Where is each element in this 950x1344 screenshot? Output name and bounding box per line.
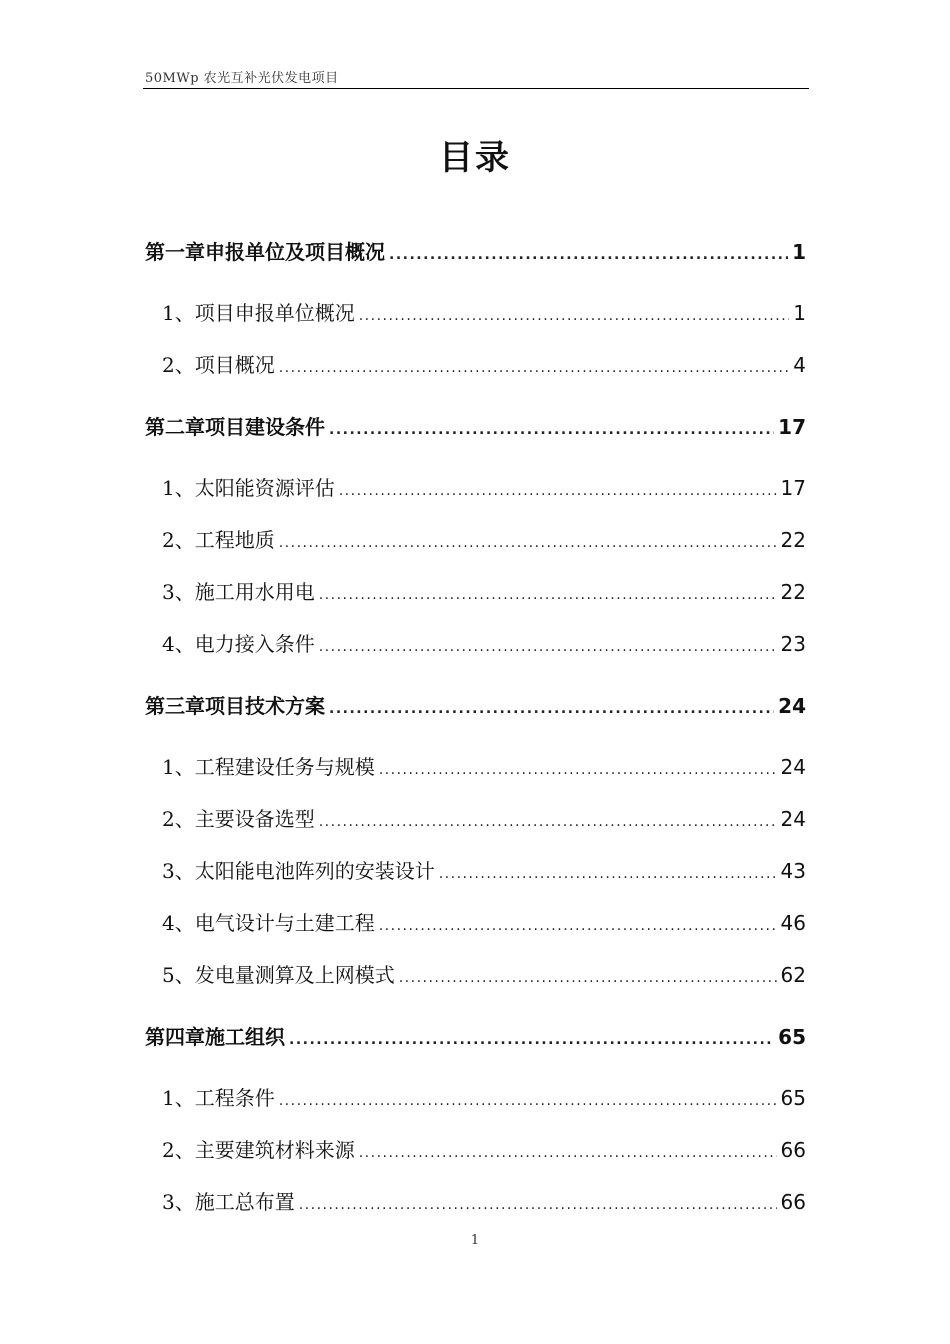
dot-leader <box>329 701 774 717</box>
toc-entry-chapter-2[interactable] <box>145 411 806 440</box>
dot-leader <box>359 308 790 324</box>
dot-leader <box>379 918 777 934</box>
toc-entry-section[interactable] <box>162 472 806 501</box>
toc-entry-page: 65 <box>778 1025 806 1049</box>
toc-entry-page: 17 <box>778 415 806 439</box>
dot-leader <box>289 1032 774 1048</box>
toc-entry-page: 22 <box>780 528 806 552</box>
toc-entry-page: 66 <box>780 1138 806 1162</box>
toc-entry-chapter-1[interactable] <box>145 236 806 265</box>
toc-entry-label: 5、发电量测算及上网模式 <box>162 963 395 987</box>
dot-leader <box>319 814 777 830</box>
toc-entry-label: 1、工程建设任务与规模 <box>162 755 375 779</box>
toc-entry-section[interactable] <box>162 1186 806 1215</box>
dot-leader <box>439 866 777 882</box>
toc-entry-section[interactable] <box>162 576 806 605</box>
dot-leader <box>389 247 788 263</box>
toc-entry-section[interactable] <box>162 751 806 780</box>
toc-entry-page: 23 <box>780 632 806 656</box>
toc-entry-label: 1、工程条件 <box>162 1086 275 1110</box>
toc-entry-section[interactable] <box>162 855 806 884</box>
toc-entry-section[interactable] <box>162 907 806 936</box>
toc-entry-section[interactable] <box>162 349 806 378</box>
toc-entry-page: 24 <box>778 694 806 718</box>
toc-entry-page: 1 <box>792 240 806 264</box>
toc-entry-label: 第四章施工组织 <box>145 1025 285 1049</box>
toc-entry-page: 1 <box>793 301 806 325</box>
toc-entry-label: 第一章申报单位及项目概况 <box>145 240 385 264</box>
toc-entry-chapter-3[interactable] <box>145 690 806 719</box>
toc-entry-page: 17 <box>780 476 806 500</box>
toc-entry-label: 2、工程地质 <box>162 528 275 552</box>
toc-entry-page: 65 <box>780 1086 806 1110</box>
toc-entry-label: 4、电气设计与土建工程 <box>162 911 375 935</box>
toc-entry-page: 24 <box>780 755 806 779</box>
toc-entry-section[interactable] <box>162 1134 806 1163</box>
toc-entry-label: 2、项目概况 <box>162 353 275 377</box>
toc-entry-label: 第三章项目技术方案 <box>145 694 325 718</box>
page-number: 1 <box>470 1233 480 1248</box>
toc-entry-section[interactable] <box>162 1082 806 1111</box>
toc-entry-page: 66 <box>780 1190 806 1214</box>
header-divider <box>143 88 809 89</box>
toc-entry-label: 1、项目申报单位概况 <box>162 301 355 325</box>
toc-entry-page: 22 <box>780 580 806 604</box>
toc-entry-label: 4、电力接入条件 <box>162 632 315 656</box>
toc-entry-label: 1、太阳能资源评估 <box>162 476 335 500</box>
toc-entry-label: 3、太阳能电池阵列的安装设计 <box>162 859 435 883</box>
dot-leader <box>319 639 777 655</box>
toc-entry-page: 4 <box>793 353 806 377</box>
toc-entry-label: 2、主要设备选型 <box>162 807 315 831</box>
toc-entry-label: 第二章项目建设条件 <box>145 415 325 439</box>
dot-leader <box>279 1093 777 1109</box>
toc-entry-section[interactable] <box>162 803 806 832</box>
dot-leader <box>279 535 777 551</box>
dot-leader <box>339 483 777 499</box>
dot-leader <box>319 587 777 603</box>
dot-leader <box>329 422 774 438</box>
toc-entry-label: 2、主要建筑材料来源 <box>162 1138 355 1162</box>
toc-entry-section[interactable] <box>162 628 806 657</box>
running-header: 50MWp 农光互补光伏发电项目 <box>145 71 339 86</box>
toc-entry-page: 62 <box>780 963 806 987</box>
dot-leader <box>299 1197 777 1213</box>
toc-entry-section[interactable] <box>162 524 806 553</box>
page-title: 目录 <box>439 138 511 178</box>
toc-entry-page: 43 <box>780 859 806 883</box>
toc-entry-page: 24 <box>780 807 806 831</box>
toc-entry-label: 3、施工总布置 <box>162 1190 295 1214</box>
toc-entry-section[interactable] <box>162 959 806 988</box>
toc-entry-section[interactable] <box>162 297 806 326</box>
dot-leader <box>359 1145 777 1161</box>
dot-leader <box>279 360 790 376</box>
toc-entry-chapter-4[interactable] <box>145 1021 806 1050</box>
toc-entry-label: 3、施工用水用电 <box>162 580 315 604</box>
toc-entry-page: 46 <box>780 911 806 935</box>
dot-leader <box>399 970 777 986</box>
dot-leader <box>379 762 777 778</box>
